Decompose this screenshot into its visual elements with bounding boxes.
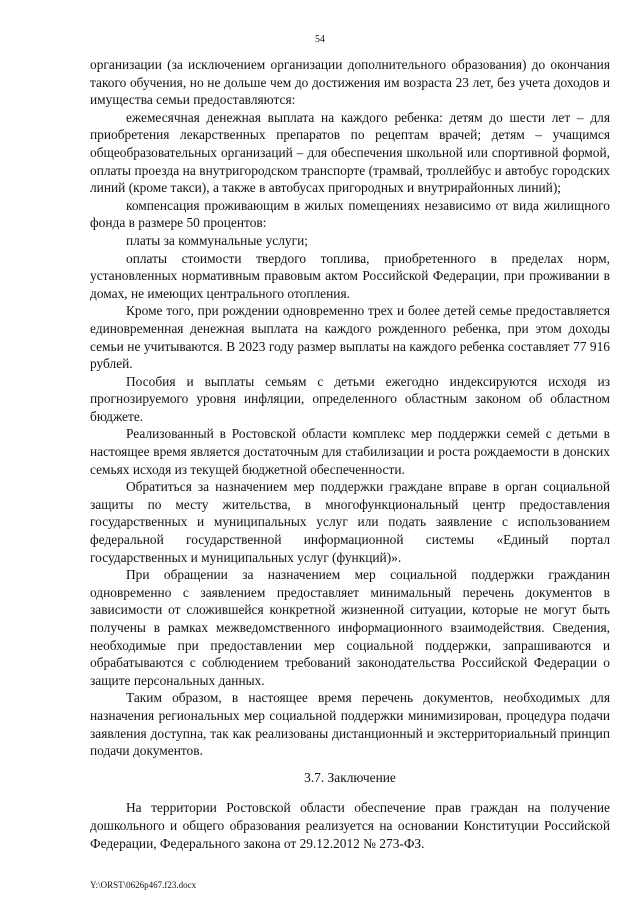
paragraph-monthly-payment: ежемесячная денежная выплата на каждого ребенка: детям до шести лет – для приобретения лекарственных препаратов по рецептам врачей; детям – учащимся общеобразовательных организаций – для обеспечения школьной или спортивной формой, оплаты проезда на внутригородском транспорте (трамвай, троллейбус и автобус городских линий (кроме такси), а также в автобусах пригородных и внутрирайонных линий); [90, 109, 610, 196]
paragraph-utilities: платы за коммунальные услуги; [126, 232, 308, 248]
paragraph-documents: При обращении за назначением мер социальной поддержки гражданин одновременно с заявлением предоставляет минимальный перечень документов в зависимости от сложившейся конкретной жизненной ситуации, которые не могут быть получены в рамках межведомственного информационного взаимодействия. Сведения, необходимые при предоставлении мер социальной поддержки, запрашиваются и обрабатываются с соблюдением требований законодательства Российской Федерации о защите персональных данных. [90, 567, 610, 688]
document-body [90, 56, 610, 852]
paragraph-fuel: оплаты стоимости твердого топлива, приобретенного в пределах норм, установленных нормативным правовым актом Российской Федерации, при проживании в домах, не имеющих центрального отопления. [90, 250, 610, 301]
paragraph-summary: Таким образом, в настоящее время перечень документов, необходимых для назначения региональных мер социальной поддержки минимизирован, процедура подачи заявления доступна, так как реализованы дистанционный и экстерриториальный принцип подачи документов. [90, 690, 610, 759]
paragraph-continuation: организации (за исключением организации дополнительного образования) до окончания такого обучения, но не дольше чем до достижения им возраста 23 лет, без учета доходов и имущества семьи предоставляются: [90, 57, 610, 108]
page-number: 54 [315, 34, 325, 45]
paragraph-compensation: компенсация проживающим в жилых помещениях независимо от вида жилищного фонда в размере 50 процентов: [90, 197, 610, 231]
section-heading: 3.7. Заключение [304, 769, 396, 785]
paragraph-application: Обратиться за назначением мер поддержки граждане вправе в орган социальной защиты по месту жительства, в многофункциональный центр предоставления государственных и муниципальных услуг или подать заявление с использованием федеральной государственной информационной системы «Единый портал государственных и муниципальных услуг (функций)». [90, 479, 610, 565]
footer-file-path: Y:\ORST\0626p467.f23.docx [90, 880, 197, 890]
paragraph-indexation: Пособия и выплаты семьям с детьми ежегодно индексируются исходя из прогнозируемого уровня инфляции, определенного областным законом об областном бюджете. [90, 373, 610, 424]
paragraph-measures: Реализованный в Ростовской области комплекс мер поддержки семей с детьми в настоящее время является достаточным для стабилизации и роста рождаемости в донских семьях исходя из текущей бюджетной обеспеченности. [90, 426, 610, 477]
paragraph-conclusion: На территории Ростовской области обеспечение прав граждан на получение дошкольного и общего образования реализуется на основании Конституции Российской Федерации, Федерального закона от 29.12.2012 № 273-ФЗ. [90, 800, 610, 851]
paragraph-triplets: Кроме того, при рождении одновременно трех и более детей семье предоставляется единовременная денежная выплата на каждого рожденного ребенка, при этом доходы семьи не учитываются. В 2023 году размер выплаты на каждого ребенка составляет 77 916 рублей. [90, 303, 610, 372]
